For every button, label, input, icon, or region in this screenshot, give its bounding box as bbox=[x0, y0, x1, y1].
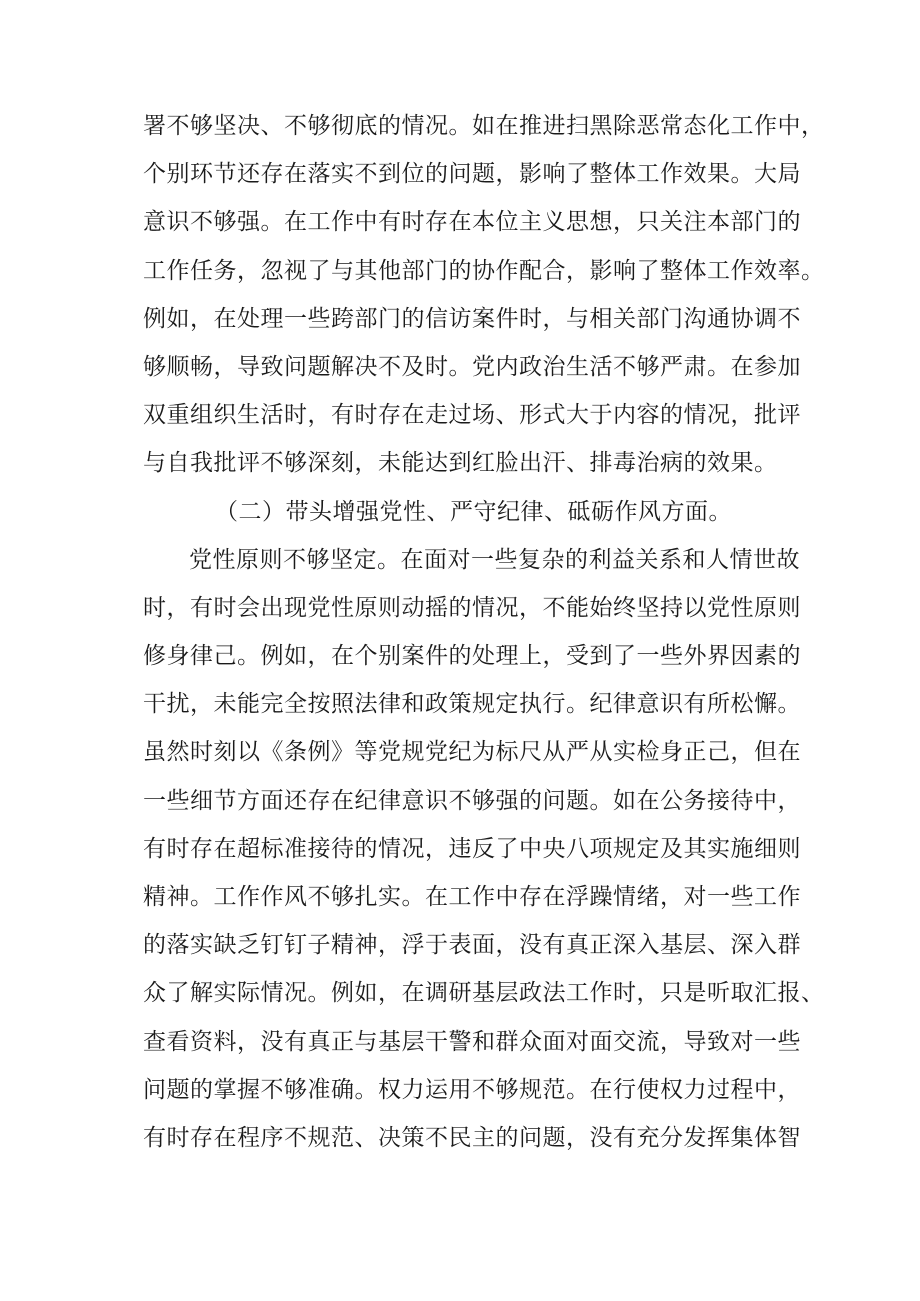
text-line: 精神。工作作风不够扎实。在工作中存在浮躁情绪，对一些工作 bbox=[143, 884, 801, 910]
text-line: 时，有时会出现党性原则动摇的情况，不能始终坚持以党性原则 bbox=[143, 594, 801, 621]
text-line: 修身律己。例如，在个别案件的处理上，受到了一些外界因素的 bbox=[143, 643, 801, 670]
text-line: 例如，在处理一些跨部门的信访案件时，与相关部门沟通协调不 bbox=[143, 305, 801, 332]
text-line: 查看资料，没有真正与基层干警和群众面对面交流，导致对一些 bbox=[143, 1028, 801, 1055]
text-line: 虽然时刻以《条例》等党规党纪为标尺从严从实检身正己，但在 bbox=[143, 739, 801, 766]
text-line: 一些细节方面还存在纪律意识不够强的问题。如在公务接待中， bbox=[143, 787, 801, 814]
text-line: 够顺畅，导致问题解决不及时。党内政治生活不够严肃。在参加 bbox=[143, 353, 801, 380]
text-line: 党性原则不够坚定。在面对一些复杂的利益关系和人情世故 bbox=[189, 546, 800, 573]
text-line: 意识不够强。在工作中有时存在本位主义思想，只关注本部门的 bbox=[143, 209, 801, 236]
text-line: 双重组织生活时，有时存在走过场、形式大于内容的情况，批评 bbox=[143, 402, 801, 429]
text-line: 有时存在超标准接待的情况，违反了中央八项规定及其实施细则 bbox=[143, 835, 801, 862]
text-line: 个别环节还存在落实不到位的问题，影响了整体工作效果。大局 bbox=[143, 161, 801, 188]
section-heading: （二）带头增强党性、严守纪律、砥砺作风方面。 bbox=[215, 498, 732, 525]
text-line: 与自我批评不够深刻，未能达到红脸出汗、排毒治病的效果。 bbox=[143, 450, 778, 477]
text-line: 署不够坚决、不够彻底的情况。如在推进扫黑除恶常态化工作中， bbox=[143, 113, 825, 139]
text-line: 问题的掌握不够准确。权力运用不够规范。在行使权力过程中， bbox=[143, 1076, 801, 1103]
document-body bbox=[143, 102, 825, 1162]
text-line: 干扰，未能完全按照法律和政策规定执行。纪律意识有所松懈。 bbox=[143, 691, 801, 718]
text-line: 工作任务，忽视了与其他部门的协作配合，影响了整体工作效率。 bbox=[143, 257, 825, 284]
text-line: 有时存在程序不规范、决策不民主的问题，没有充分发挥集体智 bbox=[143, 1124, 801, 1151]
text-line: 众了解实际情况。例如，在调研基层政法工作时，只是听取汇报、 bbox=[143, 980, 825, 1007]
text-line: 的落实缺乏钉钉子精神，浮于表面，没有真正深入基层、深入群 bbox=[143, 932, 801, 959]
